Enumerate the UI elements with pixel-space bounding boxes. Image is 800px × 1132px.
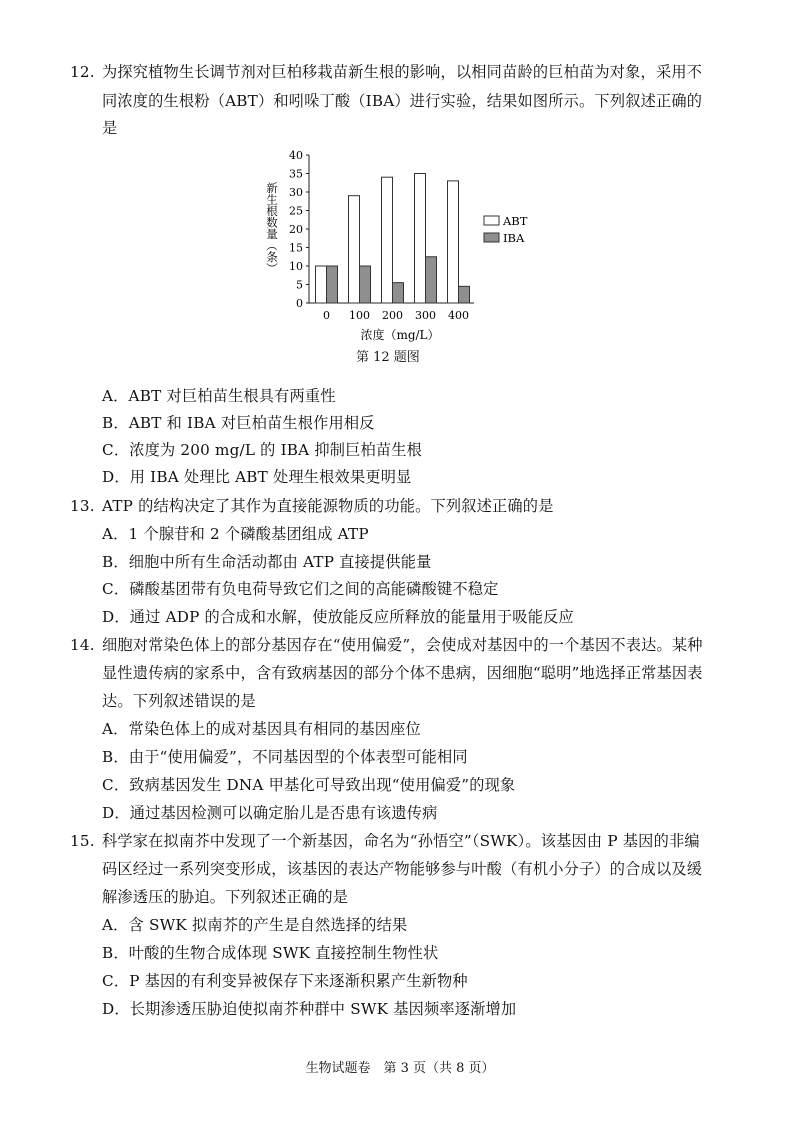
legend-label-abt: ABT xyxy=(503,214,528,228)
question-number: 13. xyxy=(70,497,95,515)
option-d[interactable]: D．用 IBA 处理比 ABT 处理生根效果更明显 xyxy=(102,468,412,486)
question-stem-line: 达。下列叙述错误的是 xyxy=(102,692,256,710)
bar-abt xyxy=(349,196,360,303)
question-number: 12. xyxy=(70,63,95,81)
question-stem-line: 14. 细胞对常染色体上的部分基因存在“使用偏爱”，会使成对基因中的一个基因不表达。某种 xyxy=(70,636,703,654)
y-tick-label: 20 xyxy=(289,223,303,236)
question-stem-line: 13. ATP 的结构决定了其作为直接能源物质的功能。下列叙述正确的是 xyxy=(70,497,554,515)
x-tick-label: 400 xyxy=(448,309,469,322)
bar-abt xyxy=(448,181,459,303)
question-stem-line: 码区经过一系列突变形成，该基因的表达产物能够参与叶酸（有机小分子）的合成以及缓 xyxy=(102,860,703,878)
x-tick-label: 200 xyxy=(382,309,403,322)
question-stem-line: 解渗透压的胁迫。下列叙述正确的是 xyxy=(102,888,349,906)
page-footer: 生物试题卷 第 3 页（共 8 页） xyxy=(305,1061,495,1076)
option-c[interactable]: C．致病基因发生 DNA 甲基化可导致出现“使用偏爱”的现象 xyxy=(102,776,516,794)
x-tick-label: 300 xyxy=(415,309,436,322)
option-c[interactable]: C．磷酸基团带有负电荷导致它们之间的高能磷酸键不稳定 xyxy=(102,580,499,598)
y-tick-label: 0 xyxy=(296,297,303,310)
option-a[interactable]: A．含 SWK 拟南芥的产生是自然选择的结果 xyxy=(102,916,408,934)
option-b[interactable]: B．细胞中所有生命活动都由 ATP 直接提供能量 xyxy=(102,553,432,571)
option-d[interactable]: D．通过 ADP 的合成和水解，使放能反应所释放的能量用于吸能反应 xyxy=(102,608,574,626)
x-axis-label: 浓度（mg/L） xyxy=(360,328,440,342)
option-a[interactable]: A．ABT 对巨柏苗生根具有两重性 xyxy=(102,387,336,405)
option-c[interactable]: C．P 基因的有利变异被保存下来逐渐积累产生新物种 xyxy=(102,972,468,990)
bar-abt xyxy=(382,177,393,303)
bar-abt xyxy=(415,174,426,304)
y-tick-label: 30 xyxy=(289,186,303,199)
question-stem-line: 15. 科学家在拟南芥中发现了一个新基因，命名为“孙悟空”（SWK）。该基因由 P 基因的非编 xyxy=(70,832,700,850)
legend-label-iba: IBA xyxy=(503,231,525,245)
bar-iba xyxy=(393,283,404,303)
y-tick-label: 10 xyxy=(289,260,303,273)
y-tick-label: 5 xyxy=(296,278,303,292)
x-tick-label: 100 xyxy=(349,309,370,322)
option-d[interactable]: D．长期渗透压胁迫使拟南芥种群中 SWK 基因频率逐渐增加 xyxy=(102,1000,517,1018)
bar-chart-svg xyxy=(262,148,552,348)
bar-chart xyxy=(262,148,552,348)
figure-caption: 第 12 题图 xyxy=(356,350,420,365)
option-b[interactable]: B．叶酸的生物合成体现 SWK 直接控制生物性状 xyxy=(102,944,439,962)
option-a[interactable]: A．1 个腺苷和 2 个磷酸基团组成 ATP xyxy=(102,525,369,543)
legend-swatch-iba xyxy=(484,233,499,242)
option-a[interactable]: A．常染色体上的成对基因具有相同的基因座位 xyxy=(102,720,421,738)
question-stem-line: 是 xyxy=(102,119,118,137)
bar-abt xyxy=(316,266,327,303)
y-axis-label: 新生根数量（条） xyxy=(265,182,279,274)
question-number: 15. xyxy=(70,832,95,850)
option-b[interactable]: B．由于“使用偏爱”，不同基因型的个体表型可能相同 xyxy=(102,748,468,766)
y-tick-label: 35 xyxy=(289,167,303,181)
option-d[interactable]: D．通过基因检测可以确定胎儿是否患有该遗传病 xyxy=(102,804,438,822)
option-c[interactable]: C．浓度为 200 mg/L 的 IBA 抑制巨柏苗生根 xyxy=(102,441,423,459)
question-stem-line: 12. 为探究植物生长调节剂对巨柏移栽苗新生根的影响，以相同苗龄的巨柏苗为对象，采用不 xyxy=(70,63,703,81)
question-stem-line: 同浓度的生根粉（ABT）和吲哚丁酸（IBA）进行实验，结果如图所示。下列叙述正确的 xyxy=(102,92,703,110)
bar-iba xyxy=(459,286,470,303)
y-tick-label: 40 xyxy=(289,149,303,162)
y-tick-label: 15 xyxy=(289,241,303,255)
question-number: 14. xyxy=(70,636,95,654)
question-stem-line: 显性遗传病的家系中，含有致病基因的部分个体不患病，因细胞“聪明”地选择正常基因表 xyxy=(102,664,703,682)
option-b[interactable]: B．ABT 和 IBA 对巨柏苗生根作用相反 xyxy=(102,414,375,432)
bar-iba xyxy=(327,266,338,303)
bar-iba xyxy=(426,257,437,303)
x-tick-label: 0 xyxy=(323,309,330,322)
y-tick-label: 25 xyxy=(289,204,303,218)
legend-swatch-abt xyxy=(484,216,499,225)
bar-iba xyxy=(360,266,371,303)
